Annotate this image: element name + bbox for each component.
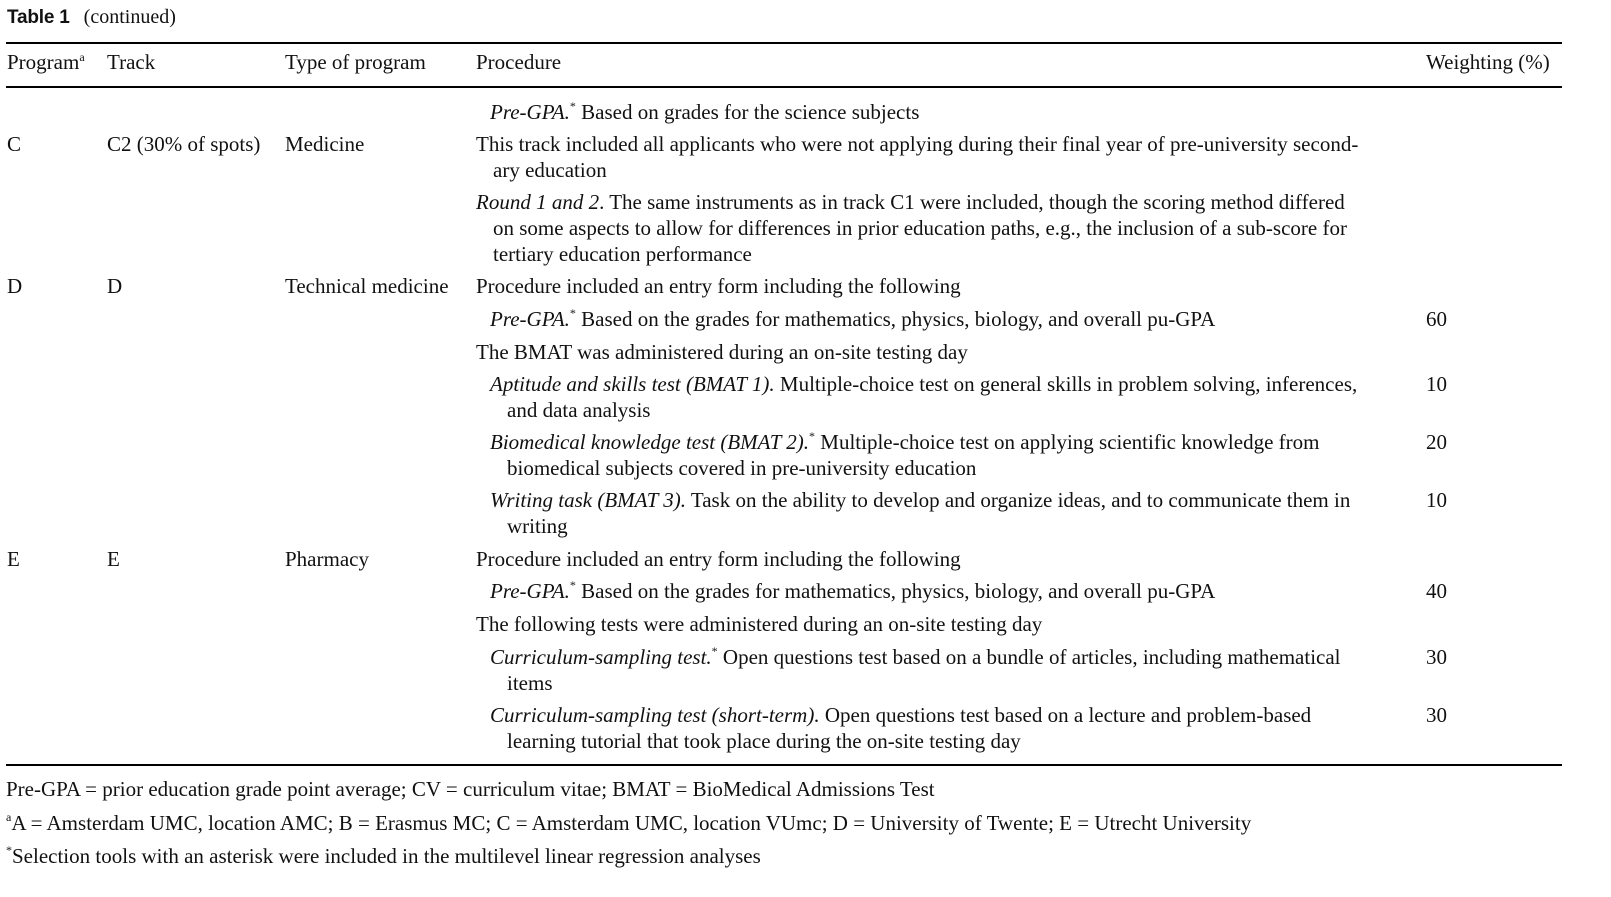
- procedure-entry: [490, 702, 1410, 754]
- procedure-text: on some aspects to allow for differences in prior education paths, e.g., the inclusion of a sub-score for: [493, 216, 1347, 240]
- weighting-value: 40: [1426, 579, 1447, 603]
- header-program-text: Program: [7, 50, 80, 74]
- procedure-term: Writing task (BMAT 3).: [490, 488, 686, 512]
- top-rule: [6, 42, 1562, 44]
- asterisk-marker: *: [6, 843, 12, 857]
- table-continued: (continued): [83, 6, 176, 28]
- procedure-entry: [476, 189, 1411, 267]
- procedure-term: Pre-GPA.: [490, 307, 570, 331]
- procedure-text: Open questions test based on a lecture and problem-based: [824, 703, 1312, 727]
- footnote-asterisk-text: Selection tools with an asterisk were included in the multilevel linear regression analyses: [12, 844, 761, 868]
- procedure-entry: [476, 131, 1411, 183]
- cell-program: C: [7, 132, 22, 156]
- procedure-entry: [476, 273, 1411, 299]
- procedure-entry: [476, 546, 1411, 572]
- header-weighting: Weighting (%): [1426, 50, 1550, 74]
- procedure-entry: [490, 99, 1410, 125]
- weighting-value: 30: [1426, 703, 1447, 727]
- table-label: Table 1: [7, 7, 70, 28]
- footnote-a-marker: a: [79, 50, 85, 64]
- procedure-text: This track included all applicants who were not applying during their final year of pre-university second-: [476, 132, 1359, 156]
- procedure-text: Procedure included an entry form including the following: [476, 274, 961, 298]
- procedure-term: Pre-GPA.: [490, 579, 570, 603]
- procedure-text: The following tests were administered during an on-site testing day: [476, 612, 1043, 636]
- procedure-entry: [490, 578, 1410, 604]
- cell-track: D: [107, 274, 123, 298]
- weighting-value: 20: [1426, 430, 1447, 454]
- header-type: Type of program: [285, 50, 426, 74]
- procedure-text: Multiple-choice test on general skills in problem solving, inferences,: [779, 372, 1358, 396]
- weighting-value: 60: [1426, 307, 1447, 331]
- footnote-a: [6, 810, 1251, 836]
- cell-type: Medicine: [285, 132, 365, 156]
- asterisk-marker: *: [809, 429, 816, 443]
- cell-program: D: [7, 274, 23, 298]
- procedure-text: and data analysis: [507, 398, 651, 422]
- procedure-text: items: [507, 671, 553, 695]
- asterisk-marker: *: [569, 578, 576, 592]
- weighting-value: 10: [1426, 488, 1447, 512]
- procedure-term: Curriculum-sampling test.: [490, 645, 712, 669]
- header-track: Track: [107, 50, 156, 74]
- procedure-text: tertiary education performance: [493, 242, 752, 266]
- cell-type: Technical medicine: [285, 274, 449, 298]
- cell-program: E: [7, 547, 20, 571]
- procedure-entry: [490, 306, 1410, 332]
- header-program: [7, 49, 85, 75]
- procedure-term: Curriculum-sampling test (short-term).: [490, 703, 820, 727]
- procedure-text: Task on the ability to develop and organize ideas, and to communicate them in: [690, 488, 1351, 512]
- header-rule: [6, 86, 1562, 88]
- cell-track: E: [107, 547, 120, 571]
- procedure-text: Based on grades for the science subjects: [581, 100, 920, 124]
- footnote-a-marker: a: [6, 810, 12, 824]
- asterisk-marker: *: [569, 99, 576, 113]
- procedure-entry: [490, 644, 1410, 696]
- weighting-value: 10: [1426, 372, 1447, 396]
- table-caption: [7, 6, 176, 29]
- cell-type: Pharmacy: [285, 547, 369, 571]
- procedure-term: Pre-GPA.: [490, 100, 570, 124]
- procedure-text: biomedical subjects covered in pre-university education: [507, 456, 977, 480]
- asterisk-marker: *: [711, 644, 718, 658]
- procedure-text: . The same instruments as in track C1 were included, though the scoring method differed: [599, 190, 1345, 214]
- procedure-text: Open questions test based on a bundle of articles, including mathematical: [722, 645, 1341, 669]
- procedure-term: Round 1 and 2: [476, 190, 600, 214]
- procedure-entry: [476, 611, 1411, 637]
- procedure-entry: [490, 429, 1410, 481]
- procedure-text: Based on the grades for mathematics, physics, biology, and overall pu-GPA: [581, 579, 1216, 603]
- header-procedure: Procedure: [476, 50, 562, 74]
- procedure-entry: [476, 339, 1411, 365]
- procedure-text: Based on the grades for mathematics, physics, biology, and overall pu-GPA: [581, 307, 1216, 331]
- footnote-asterisk: [6, 843, 761, 869]
- cell-track: C2 (30% of spots): [107, 132, 261, 156]
- procedure-text: ary education: [493, 158, 607, 182]
- procedure-entry: [490, 371, 1410, 423]
- bottom-rule: [6, 764, 1562, 766]
- footnote-a-text: A = Amsterdam UMC, location AMC; B = Erasmus MC; C = Amsterdam UMC, location VUmc; D = University of Twente; E = Utrecht University: [11, 811, 1252, 835]
- procedure-text: learning tutorial that took place during the on-site testing day: [507, 729, 1021, 753]
- footnote-abbreviations: Pre-GPA = prior education grade point average; CV = curriculum vitae; BMAT = BioMedical Admissions Test: [6, 777, 935, 801]
- procedure-text: The BMAT was administered during an on-site testing day: [476, 340, 968, 364]
- asterisk-marker: *: [569, 306, 576, 320]
- weighting-value: 30: [1426, 645, 1447, 669]
- procedure-term: Biomedical knowledge test (BMAT 2).: [490, 430, 810, 454]
- procedure-entry: [490, 487, 1410, 539]
- procedure-text: writing: [507, 514, 568, 538]
- procedure-term: Aptitude and skills test (BMAT 1).: [490, 372, 775, 396]
- procedure-text: Multiple-choice test on applying scientific knowledge from: [820, 430, 1320, 454]
- procedure-text: Procedure included an entry form including the following: [476, 547, 961, 571]
